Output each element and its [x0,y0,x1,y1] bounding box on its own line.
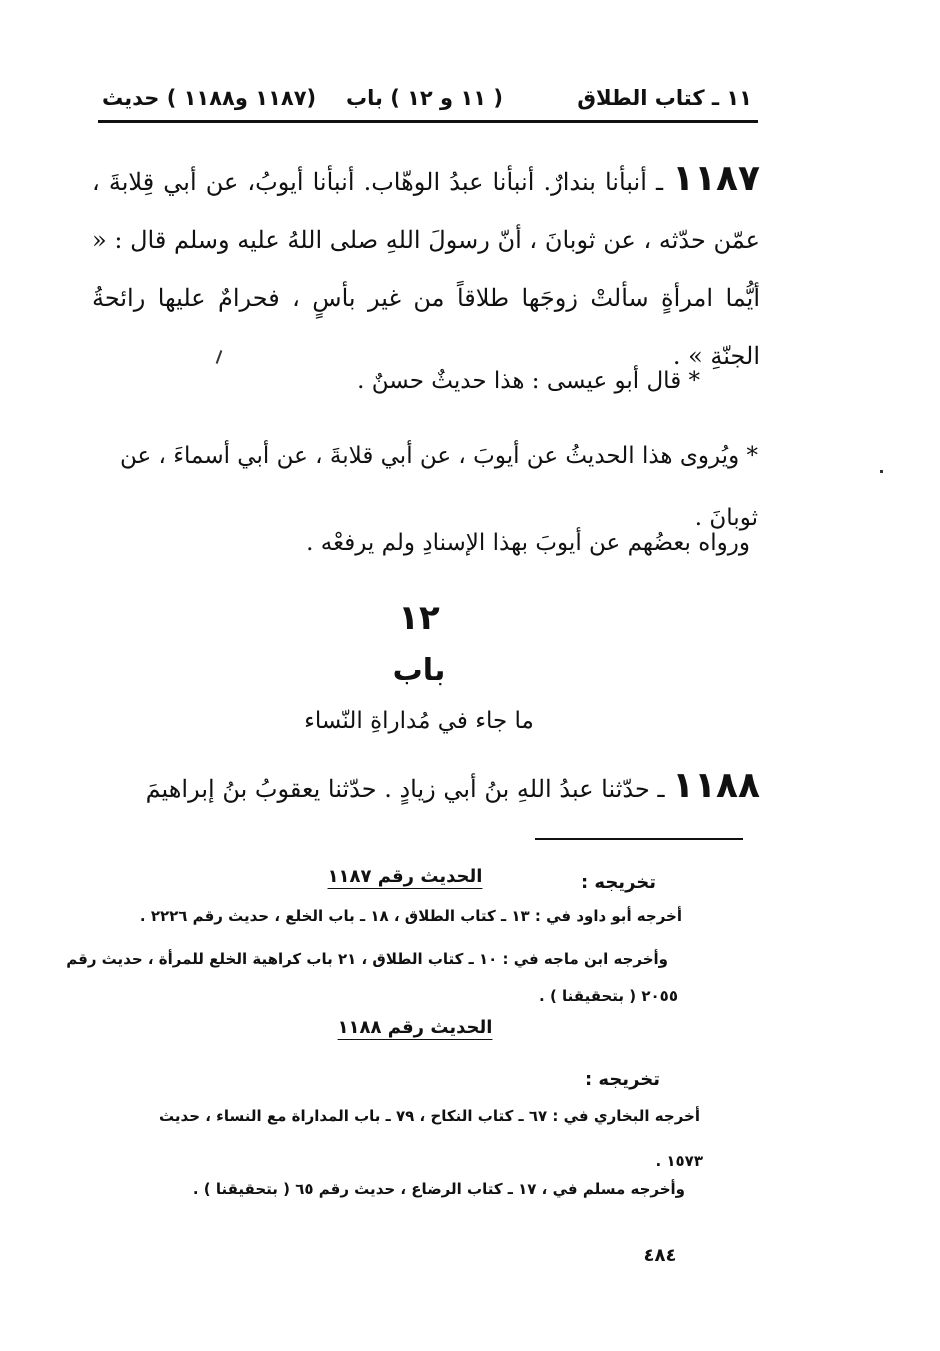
footnote-line: أخرجه أبو داود في : ١٣ ـ كتاب الطلاق ، ١٨ ـ باب الخلع ، حديث رقم ٢٢٢٦ . [139,907,682,925]
scan-speck [880,470,883,473]
chapter-number: ١٢ [398,598,440,638]
footnote-label-1188: تخريجه : [584,1069,660,1090]
header-book-title: ١١ ـ كتاب الطلاق [577,86,752,110]
header-hadith-range: (١١٨٧ و١١٨٨ ) حديث [102,86,317,110]
running-header [98,78,758,123]
note-unattributed: ورواه بعضُهم عن أيوبَ بهذا الإسنادِ ولم يرفعْه . [306,530,750,556]
footnote-line: وأخرجه ابن ماجه في : ١٠ ـ كتاب الطلاق ، ٢١ باب كراهية الخلع للمرأة ، حديث رقم [66,950,668,968]
footnote-line: ١٥٧٣ . [655,1152,703,1170]
hadith-text: ـ حدّثنا عبدُ اللهِ بنُ أبي زيادٍ . حدّثنا يعقوبُ بنُ إبراهيمَ [145,775,673,803]
page-number: ٤٨٤ [643,1245,677,1266]
note-alternate-chain: * ويُروى هذا الحديثُ عن أيوبَ ، عن أبي قلابةَ ، عن أبي أسماءَ ، عن ثوبانَ . [119,443,758,531]
hadith-number: ١١٨٧ [672,158,760,199]
footnote-line: وأخرجه مسلم في ، ١٧ ـ كتاب الرضاع ، حديث رقم ٦٥ ( بتحقيقنا ) . [192,1180,685,1198]
footnote-line: ٢٠٥٥ ( بتحقيقنا ) . [539,987,678,1005]
hadith-1188 [92,757,760,818]
footnote-label-1187: تخريجه : [580,872,656,893]
footnote-title-1188: الحديث رقم ١١٨٨ [337,1017,493,1038]
header-chapter-range: ( ١١ و ١٢ ) باب [346,86,503,110]
note-grading: * قال أبو عيسى : هذا حديثٌ حسنٌ . [357,368,700,394]
hadith-number: ١١٨٨ [672,765,760,806]
hadith-text: ـ أنبأنا بندارٌ. أنبأنا عبدُ الوهّاب. أنبأنا أيوبُ، عن أبي قِلابةَ ، عمّن حدّثه ، عن ثوبانَ ، أنّ رسولَ اللهِ صلى اللهُ عليه وسلم قال : « أيُّما امرأةٍ سألتْ زوجَها طلاقاً من غير بأسٍ ، فحرامٌ عليها رائحةُ الجنّةِ » . [92,168,761,370]
hadith-1187 [92,150,760,385]
footnote-divider [535,838,743,840]
chapter-word: باب [392,653,446,688]
footnote-title-1187: الحديث رقم ١١٨٧ [327,866,483,887]
footnote-line: أخرجه البخاري في : ٦٧ ـ كتاب النكاح ، ٧٩ ـ باب المداراة مع النساء ، حديث [159,1107,700,1125]
chapter-title: ما جاء في مُداراةِ النّساء [304,708,534,734]
